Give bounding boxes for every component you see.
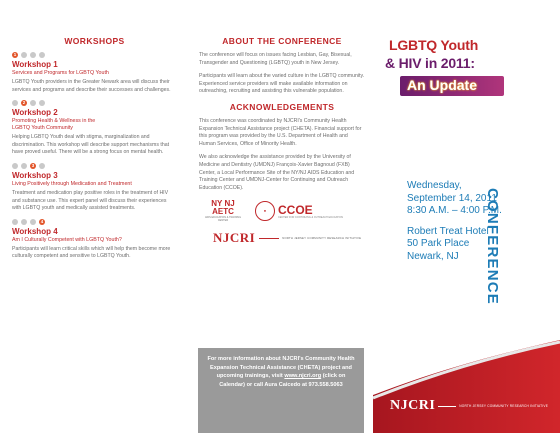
workshop-item — [12, 219, 177, 261]
aetc-logo-sub: AIDS EDUCATION & TRAINING CENTER — [204, 216, 242, 223]
workshop-step-dots — [12, 219, 177, 225]
njcri-logo-name: NORTH JERSEY COMMUNITY RESEARCH INITIATIVE — [282, 236, 362, 241]
venue-line: 50 Park Place — [407, 238, 470, 249]
website-link[interactable]: www.njcri.org — [284, 373, 322, 379]
aetc-logo-top: NY NJ — [211, 199, 235, 209]
workshop-step-dots — [12, 52, 177, 58]
workshop-description: Helping LGBTQ Youth deal with stigma, marginalization and discrimination. This workshop will describe support mechanisms that have proved useful. There will be a strong focus on mental health. — [12, 134, 170, 156]
step-dot — [39, 52, 45, 58]
venue-line: Newark, NJ — [407, 250, 459, 262]
event-date-line: Wednesday, — [407, 180, 462, 191]
njcri-logo-text: NJCRI — [213, 230, 256, 246]
cover-njcri-logo — [390, 398, 548, 414]
event-date-line: September 14, 2011 — [407, 192, 497, 204]
event-time-line: 8:30 A.M. – 4:00 P.M. — [407, 205, 502, 216]
step-dot-active: 3 — [31, 162, 35, 168]
acknowledgements-heading: ACKNOWLEDGEMENTS — [229, 101, 335, 112]
step-dot-active: 1 — [13, 52, 17, 57]
about-paragraph: Participants will learn about the varied culture in the LGBTQ community. Experienced service providers will make available information on outreaching, recruiting and assisting this vulnerable population. — [199, 73, 365, 95]
workshop-description: Participants will learn critical skills which will help them become more culturally competent and sensitive to LGBTQ Youth. — [12, 245, 171, 260]
event-details — [407, 180, 502, 271]
workshop-subtitle-line: Services and Programs for LGBTQ Youth — [12, 70, 109, 76]
ccoe-seal-icon: ● — [255, 201, 275, 221]
venue-line: Robert Treat Hotel — [407, 225, 489, 237]
step-dot — [30, 52, 36, 58]
step-dot — [21, 219, 27, 225]
info-box — [198, 348, 364, 433]
step-dot-active: 2 — [22, 100, 26, 106]
cover-panel — [373, 0, 560, 433]
workshop-subtitle — [12, 181, 177, 188]
event-date — [407, 180, 502, 218]
ccoe-logo-sub: CENTER FOR CONTINUING & OUTREACH EDUCATION — [278, 215, 344, 219]
cover-title-line1 — [389, 37, 478, 53]
workshop-description: Treatment and medication play positive roles in the treatment of HIV and substance use. This expert panel will discuss their experiences with LGBTQ youth and medically assisted treatments. — [12, 189, 169, 212]
ccoe-logo — [255, 201, 343, 221]
about-heading: ABOUT THE CONFERENCE — [222, 36, 342, 46]
acknowledgements-paragraph: We also acknowledge the assistance provided by the University of Medicine and Dentistry (UMDNJ) François-Xavier Bagnoud (FXB) Center, a Local Performance Site of the NY/NJ AIDS Education and Training Center and UMDNJ-Center for Continuing and Outreach Education (CCOE). — [199, 154, 355, 191]
workshop-title: Workshop 2 — [12, 108, 58, 118]
workshops-heading: WORKSHOPS — [64, 36, 125, 46]
step-dot — [12, 100, 18, 106]
workshop-title: Workshop 3 — [12, 170, 58, 180]
event-venue — [407, 226, 502, 264]
step-dot — [12, 163, 18, 169]
workshop-step-dots — [12, 100, 177, 106]
cover-title-line2 — [385, 55, 475, 71]
cover-title-part2: & HIV in 2011: — [385, 55, 475, 71]
info-text-after: (click on Calendar) or call Aura Caicedo at 973.558.5063 — [219, 373, 346, 388]
workshop-title: Workshop 4 — [12, 226, 58, 236]
workshop-step-dots — [12, 163, 177, 169]
cover-njcri-logo-rule — [438, 406, 456, 407]
aetc-logo-main: AETC — [212, 207, 234, 217]
step-dot — [12, 219, 18, 225]
workshop-subtitle-line: LGBTQ Youth Community — [12, 125, 73, 132]
cover-njcri-logo-name: NORTH JERSEY COMMUNITY RESEARCH INITIATIVE — [459, 404, 549, 408]
workshop-subtitle-line: Living Positively through Medication and Treatment — [12, 180, 132, 187]
workshop-item — [12, 163, 177, 213]
step-dot — [21, 163, 27, 169]
info-text-before: For more information about NJCRI's Community Health Expansion Technical Assistance (CHETA) project and upcoming trainings, visit — [207, 356, 355, 379]
step-dot — [39, 163, 45, 169]
workshop-subtitle — [12, 70, 177, 77]
workshop-subtitle-line: Am I Culturally Competent with LGBTQ Youth? — [12, 236, 122, 243]
step-dot — [30, 100, 36, 106]
cover-njcri-logo-text: NJCRI — [390, 398, 436, 413]
step-dot — [21, 52, 27, 58]
aetc-logo — [203, 200, 243, 222]
workshop-subtitle — [12, 118, 177, 132]
workshop-title: Workshop 1 — [12, 60, 58, 69]
workshop-subtitle-line: Promoting Health & Wellness in the — [12, 118, 96, 125]
step-dot — [39, 100, 45, 106]
workshop-description: LGBTQ Youth providers in the Greater Newark area will discuss their services and programs and describe their successes and challenges. — [12, 79, 171, 93]
step-dot-active: 4 — [40, 218, 44, 224]
about-paragraph: The conference will focus on issues facing Lesbian, Gay, Bisexual, Transgender and Questioning (LGBTQ) youth in New Jersey. — [199, 52, 352, 66]
workshop-item — [12, 52, 177, 94]
njcri-logo — [199, 230, 365, 246]
step-dot — [30, 219, 36, 225]
cover-title-part1: LGBTQ Youth — [389, 37, 479, 53]
conference-vertical-label: CONFERENCE — [484, 188, 501, 306]
workshop-item — [12, 100, 177, 157]
njcri-logo-rule — [259, 238, 279, 239]
partner-logos — [199, 200, 365, 222]
ccoe-logo-main: CCOE — [278, 202, 313, 217]
update-label: An Update — [407, 77, 477, 93]
workshop-subtitle — [12, 237, 177, 244]
workshops-panel — [0, 0, 187, 433]
acknowledgements-paragraph: This conference was coordinated by NJCRI's Community Health Expansion Technical Assistance project (CHETA). Financial support for this program was provided by the U.S. Department of Health and Human Services, Office of Minority Health. — [199, 117, 362, 147]
